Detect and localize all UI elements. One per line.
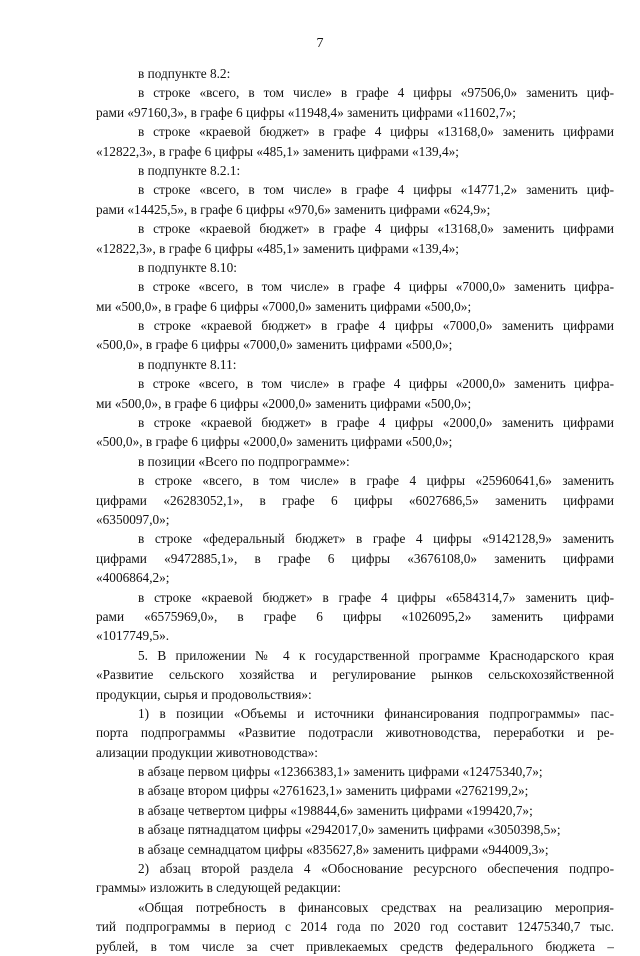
text-line: рами «97160,3», в графе 6 цифры «11948,4» заменить цифрами «11602,7»; [96, 104, 516, 120]
text-line: в подпункте 8.10: [138, 259, 237, 275]
text-line: в строке «всего, в том числе» в графе 4 цифры «2000,0» заменить цифра- [138, 376, 614, 392]
text-line: «Развитие сельского хозяйства и регулирование рынков сельскохозяйственной [96, 667, 614, 683]
text-line: в строке «краевой бюджет» в графе 4 цифры «6584314,7» заменить циф- [138, 589, 614, 605]
text-line: рами «6575969,0», в графе 6 цифры «1026095,2» заменить цифрами [96, 608, 614, 624]
text-line: 2) абзац второй раздела 4 «Обоснование ресурсного обеспечения подпро- [138, 861, 614, 877]
text-line: в абзаце первом цифры «12366383,1» заменить цифрами «12475340,7»; [138, 764, 543, 780]
text-line: тий подпрограммы в период с 2014 года по 2020 год составит 12475340,7 тыс. [96, 919, 614, 935]
text-line: порта подпрограммы «Развитие подотрасли животноводства, переработки и ре- [96, 725, 614, 741]
text-line: в строке «краевой бюджет» в графе 4 цифры «7000,0» заменить цифрами [138, 318, 614, 334]
text-line: 5. В приложении № 4 к государственной программе Краснодарского края [138, 647, 614, 663]
text-line: продукции, сырья и продовольствия»: [96, 686, 312, 702]
text-line: в абзаце пятнадцатом цифры «2942017,0» заменить цифрами «3050398,5»; [138, 822, 561, 838]
text-line: «Общая потребность в финансовых средствах на реализацию мероприя- [138, 899, 614, 915]
text-line: в строке «краевой бюджет» в графе 4 цифры «13168,0» заменить цифрами [138, 124, 614, 140]
text-line: в строке «всего, в том числе» в графе 4 цифры «25960641,6» заменить [138, 473, 614, 489]
text-line: рублей, в том числе за счет привлекаемых средств федерального бюджета – [96, 938, 614, 954]
text-line: «12822,3», в графе 6 цифры «485,1» заменить цифрами «139,4»; [96, 240, 459, 256]
text-line: в подпункте 8.2.1: [138, 162, 241, 178]
text-line: в абзаце четвертом цифры «198844,6» заменить цифрами «199420,7»; [138, 802, 533, 818]
text-line: граммы» изложить в следующей редакции: [96, 880, 341, 896]
text-line: в строке «федеральный бюджет» в графе 4 цифры «9142128,9» заменить [138, 531, 614, 547]
text-line: в абзаце семнадцатом цифры «835627,8» заменить цифрами «944009,3»; [138, 841, 549, 857]
text-line: ализации продукции животноводства»: [96, 744, 318, 760]
text-line: 1) в позиции «Объемы и источники финансирования подпрограммы» пас- [138, 705, 614, 721]
text-line: в строке «всего, в том числе» в графе 4 цифры «7000,0» заменить цифра- [138, 279, 614, 295]
text-line: «4006864,2»; [96, 570, 170, 586]
document-body [96, 64, 614, 956]
text-line: рами «14425,5», в графе 6 цифры «970,6» заменить цифрами «624,9»; [96, 201, 491, 217]
text-line: «1017749,5». [96, 628, 170, 644]
text-line: цифрами «26283052,1», в графе 6 цифры «6027686,5» заменить цифрами [96, 492, 614, 508]
text-line: в позиции «Всего по подпрограмме»: [138, 453, 350, 469]
text-line: «500,0», в графе 6 цифры «7000,0» заменить цифрами «500,0»; [96, 337, 453, 353]
text-line: в подпункте 8.11: [138, 356, 237, 372]
text-line: «500,0», в графе 6 цифры «2000,0» заменить цифрами «500,0»; [96, 434, 453, 450]
text-line: «12822,3», в графе 6 цифры «485,1» заменить цифрами «139,4»; [96, 143, 459, 159]
text-line: цифрами «9472885,1», в графе 6 цифры «3676108,0» заменить цифрами [96, 550, 614, 566]
page-number: 7 [316, 36, 324, 51]
text-line: в абзаце втором цифры «2761623,1» заменить цифрами «2762199,2»; [138, 783, 529, 799]
text-line: в строке «всего, в том числе» в графе 4 цифры «14771,2» заменить циф- [138, 182, 614, 198]
text-line: «6350097,0»; [96, 511, 170, 527]
text-line: в строке «всего, в том числе» в графе 4 цифры «97506,0» заменить циф- [138, 85, 614, 101]
text-line: в строке «краевой бюджет» в графе 4 цифры «2000,0» заменить цифрами [138, 415, 614, 431]
text-line: ми «500,0», в графе 6 цифры «2000,0» заменить цифрами «500,0»; [96, 395, 472, 411]
text-line: ми «500,0», в графе 6 цифры «7000,0» заменить цифрами «500,0»; [96, 298, 472, 314]
text-line: в подпункте 8.2: [138, 66, 231, 81]
text-line: в строке «краевой бюджет» в графе 4 цифры «13168,0» заменить цифрами [138, 221, 614, 237]
